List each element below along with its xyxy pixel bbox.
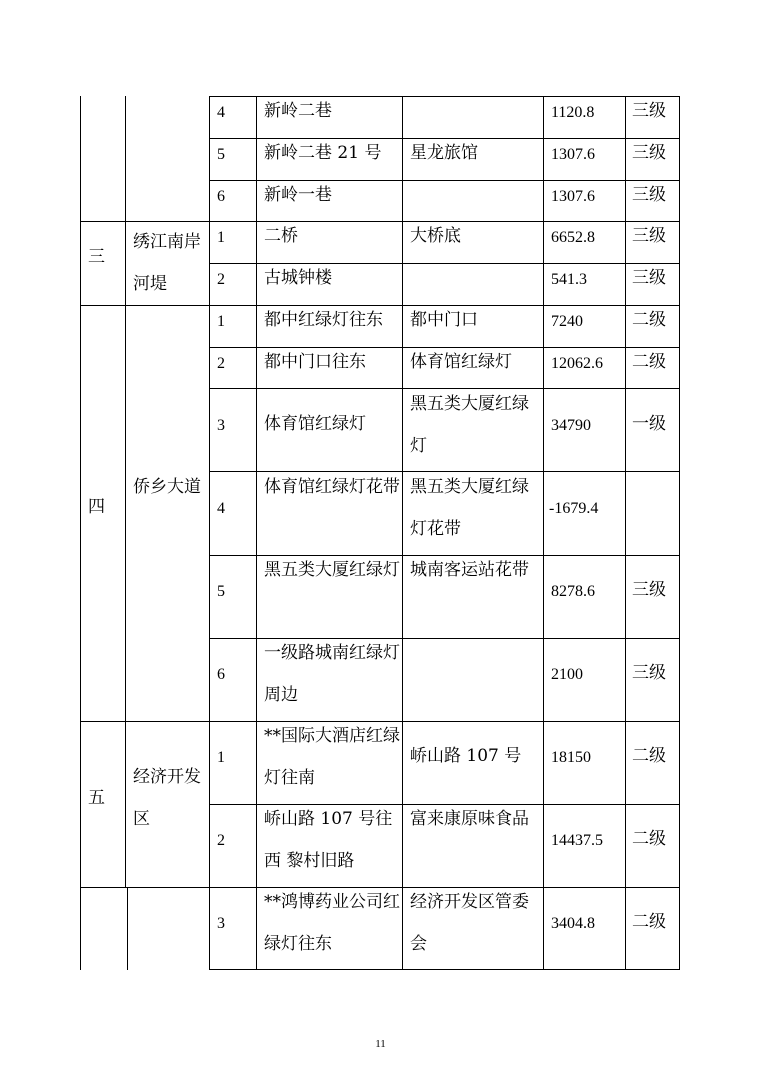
row-location: 新岭二巷 [264,101,332,121]
row-value: 2100 [551,666,583,683]
row-location: 体育馆红绿灯 [264,414,366,434]
row-location: 新岭二巷 21 号 [264,143,382,163]
row-target: 峤山路 107 号 [410,746,522,766]
row-target: 大桥底 [410,226,461,246]
row-no: 4 [217,500,225,517]
row-location: **鸿博药业公司红 绿灯往东 [264,892,400,954]
row-value: 1307.6 [551,146,595,163]
row-value: 18150 [551,749,591,766]
group-seq: 三 [88,247,105,267]
row-no: 2 [217,271,225,288]
row-level: 三级 [632,268,666,288]
row-level: 三级 [632,226,666,246]
row-no: 3 [217,915,225,932]
page-number: 11 [375,1038,386,1050]
row-value: 1307.6 [551,188,595,205]
row-level: 三级 [632,580,666,600]
row-no: 2 [217,355,225,372]
row-no: 2 [217,832,225,849]
row-no: 1 [217,313,225,330]
row-target: 星龙旅馆 [410,143,478,163]
row-no: 1 [217,229,225,246]
row-level: 二级 [632,912,666,932]
row-target: 富来康原味食品 [410,809,529,829]
row-value: 14437.5 [551,832,603,849]
row-location: 都中红绿灯往东 [264,310,383,330]
row-target: 城南客运站花带 [410,560,529,580]
row-target: 黑五类大厦红绿 灯 [410,394,529,456]
row-level: 二级 [632,829,666,849]
row-no: 5 [217,583,225,600]
row-value: 541.3 [551,271,587,288]
row-no: 4 [217,104,225,121]
row-no: 6 [217,188,225,205]
row-target: 都中门口 [410,310,478,330]
row-no: 6 [217,666,225,683]
row-value: 8278.6 [551,583,595,600]
row-value: 34790 [551,417,591,434]
row-target: 黑五类大厦红绿 灯花带 [410,477,529,539]
row-location: **国际大酒店红绿 灯往南 [264,726,400,788]
row-no: 3 [217,417,225,434]
row-level: 三级 [632,101,666,121]
row-value: 3404.8 [551,915,595,932]
group-name: 经济开发 区 [133,767,201,829]
row-location: 都中门口往东 [264,352,366,372]
row-level: 一级 [632,414,666,434]
row-location: 古城钟楼 [264,268,332,288]
row-target: 体育馆红绿灯 [410,352,512,372]
group-name: 绣江南岸 河堤 [133,232,201,294]
row-level: 三级 [632,185,666,205]
row-level: 二级 [632,352,666,372]
row-value: -1679.4 [549,500,599,517]
row-location: 峤山路 107 号往西 黎村旧路 [264,809,393,871]
row-location: 二桥 [264,226,298,246]
row-no: 5 [217,146,225,163]
row-location: 体育馆红绿灯花带 [264,477,400,497]
row-value: 1120.8 [551,104,595,121]
row-location: 一级路城南红绿灯 周边 [264,643,400,705]
group-name: 侨乡大道 [133,477,201,497]
row-target: 经济开发区管委 会 [410,892,529,954]
row-value: 6652.8 [551,229,595,246]
row-level: 二级 [632,310,666,330]
row-level: 二级 [632,746,666,766]
group-seq: 五 [88,788,105,808]
row-value: 7240 [551,313,583,330]
row-location: 新岭一巷 [264,185,332,205]
group-seq: 四 [88,497,105,517]
row-location: 黑五类大厦红绿灯 [264,560,400,580]
row-value: 12062.6 [551,355,603,372]
row-level: 三级 [632,143,666,163]
row-level: 三级 [632,663,666,683]
row-no: 1 [217,749,225,766]
